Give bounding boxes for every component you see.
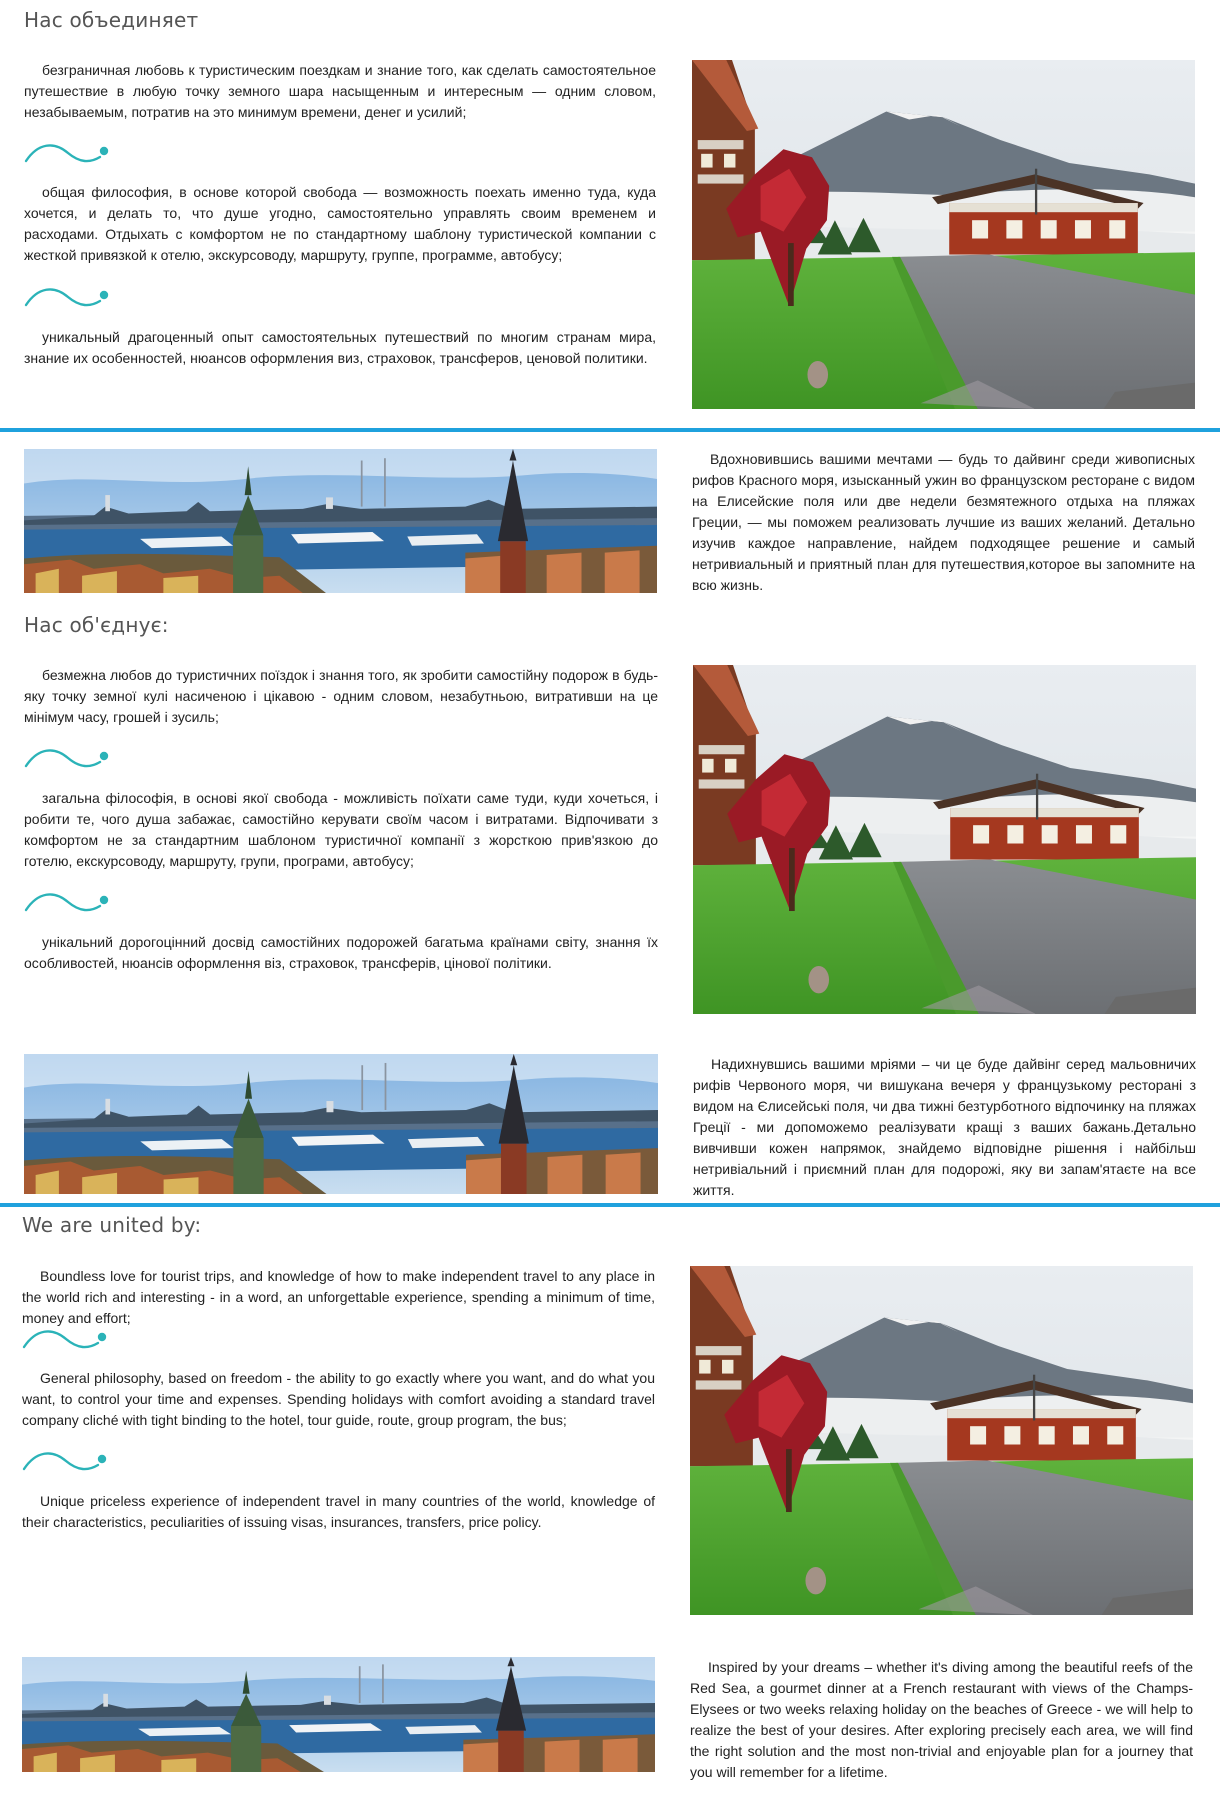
wave-icon xyxy=(24,135,112,171)
benefit-paragraph: загальна філософія, в основі якої свобода - можливість поїхати саме туди, куди хочеться, і робити те, чого душа забажає, самостійно керувати своїм часом і витратами. Відпочивати з комфортом не за стандартним шаблоном туристичної компанії з жорсткою прив'язкою до готелю, екскурсоводу, маршруту, групи, програми, автобусу; xyxy=(24,790,658,869)
stockholm-panorama-photo xyxy=(22,1657,655,1772)
benefit-paragraph: общая философия, в основе которой свобода — возможность поехать именно туда, куда хочется, и делать то, что душе угодно, самостоятельно управлять своим временем и расходами. Отдыхать с комфортом не по стандартному шаблону туристической компании с жесткой привязкой к отелю, экскурсоводу, маршруту, группе, программе, автобусу; xyxy=(24,184,656,263)
benefit-paragraph: унікальний дорогоцінний досвід самостійних подорожей багатьма країнами світу, знання їх особливостей, нюансів оформлення віз, страховок, трансферів, цінової політики. xyxy=(24,934,658,971)
inspire-paragraph: Надихнувшись вашими мріями – чи це буде дайвінг серед мальовничих рифів Червоного моря, чи вишукана вечеря у французькому ресторані з видом на Єлисейські поля, чи два тижні безтурботного відпочинку на пляжах Греції - ми допоможемо реалізувати кращі з ваших бажань.Детально вивчивши кожен напрямок, знайдемо відповідне рішення і найбільш нетривіальний і приємний план для подорожі, яку ви запам'ятаєте на все життя. xyxy=(693,1056,1196,1198)
wave-icon xyxy=(22,1321,110,1357)
wave-icon xyxy=(24,740,112,776)
stockholm-panorama-photo xyxy=(24,1054,658,1194)
section-title: Нас объединяет xyxy=(24,8,199,32)
section-title: We are united by: xyxy=(22,1213,202,1237)
inspire-paragraph: Inspired by your dreams – whether it's diving among the beautiful reefs of the Red Sea, a gourmet dinner at a French restaurant with views of the Champs-Elysees or two weeks relaxing holiday on the beaches of Greece - we will help to realize the best of your desires. After exploring precisely each area, we will find the right solution and the most non-trivial and enjoyable plan for a journey that you will remember for a lifetime. xyxy=(690,1659,1193,1780)
wave-icon xyxy=(24,884,112,920)
section-divider xyxy=(0,428,1220,432)
stockholm-panorama-photo xyxy=(24,449,657,593)
benefit-paragraph: Boundless love for tourist trips, and knowledge of how to make independent travel to any place in the world rich and interesting - in a word, an unforgettable experience, spending a minimum of time, money and effort; xyxy=(22,1268,655,1326)
inspire-paragraph: Вдохновившись вашими мечтами — будь то дайвинг среди живописных рифов Красного моря, изысканный ужин во французском ресторане с видом на Елисейские поля или две недели безмятежного отдыха на пляжах Греции, — мы поможем реализовать лучшие из ваших желаний. Детально изучив каждое направление, найдем подходящее решение и самый нетривиальный и приятный план для путешествия,которое вы запомните на всю жизнь. xyxy=(692,451,1195,593)
section-title: Нас об'єднує: xyxy=(24,613,169,637)
alpine-village-photo xyxy=(690,1266,1193,1615)
benefit-paragraph: безмежна любов до туристичних поїздок і знання того, як зробити самостійну подорож в будь-яку точку земної кулі насиченою і цікавою - одним словом, незабутньою, витративши на це мінімум часу, грошей і зусиль; xyxy=(24,667,658,725)
benefit-paragraph: General philosophy, based on freedom - the ability to go exactly where you want, and do what you want, to control your time and expenses. Spending holidays with comfort avoiding a standard travel company cliché with tight binding to the hotel, tour guide, route, group program, the bus; xyxy=(22,1370,655,1428)
alpine-village-photo xyxy=(692,60,1195,409)
benefit-paragraph: безграничная любовь к туристическим поездкам и знание того, как сделать самостоятельное путешествие в любую точку земного шара насыщенным и интересным — одним словом, незабываемым, потратив на это минимум времени, денег и усилий; xyxy=(24,62,656,120)
wave-icon xyxy=(22,1443,110,1479)
section-divider xyxy=(0,1203,1220,1207)
wave-icon xyxy=(24,279,112,315)
section-russian xyxy=(0,0,1220,425)
benefit-paragraph: уникальный драгоценный опыт самостоятельных путешествий по многим странам мира, знание их особенностей, нюансов оформления виз, страховок, трансферов, ценовой политики. xyxy=(24,329,656,366)
alpine-village-photo xyxy=(693,665,1196,1014)
benefit-paragraph: Unique priceless experience of independent travel in many countries of the world, knowledge of their characteristics, peculiarities of issuing visas, insurances, transfers, price policy. xyxy=(22,1493,655,1530)
